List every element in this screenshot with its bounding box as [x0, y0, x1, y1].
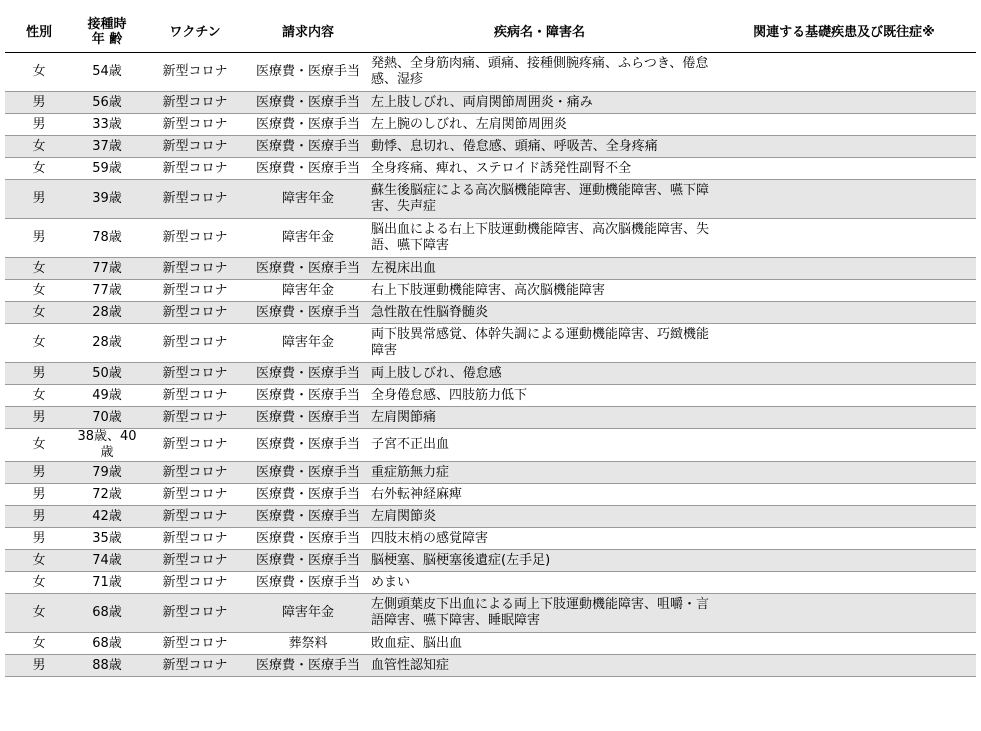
cell-age: 28歳	[73, 324, 141, 363]
cell-claim: 医療費・医療手当	[249, 136, 367, 158]
table-row	[5, 324, 976, 363]
cell-vaccine: 新型コロナ	[141, 324, 249, 363]
cell-claim: 医療費・医療手当	[249, 363, 367, 385]
cell-related	[712, 280, 976, 302]
cell-sex: 男	[5, 462, 73, 484]
cell-vaccine: 新型コロナ	[141, 407, 249, 429]
table-row	[5, 550, 976, 572]
cell-sex: 男	[5, 219, 73, 258]
table-row	[5, 258, 976, 280]
cell-sex: 男	[5, 655, 73, 677]
cell-disease: 発熱、全身筋肉痛、頭痛、接種側腕疼痛、ふらつき、倦怠感、湿疹	[367, 53, 712, 92]
cell-related	[712, 550, 976, 572]
cell-related	[712, 506, 976, 528]
cell-sex: 女	[5, 280, 73, 302]
cell-sex: 女	[5, 550, 73, 572]
cell-disease: 左視床出血	[367, 258, 712, 280]
table-row	[5, 92, 976, 114]
cell-disease: 左側頭葉皮下出血による両上下肢運動機能障害、咀嚼・言語障害、嚥下障害、睡眠障害	[367, 594, 712, 633]
cell-age: 74歳	[73, 550, 141, 572]
table-row	[5, 462, 976, 484]
cell-related	[712, 528, 976, 550]
cell-vaccine: 新型コロナ	[141, 363, 249, 385]
cell-sex: 女	[5, 572, 73, 594]
table-row	[5, 484, 976, 506]
cell-claim: 医療費・医療手当	[249, 385, 367, 407]
cell-sex: 男	[5, 114, 73, 136]
cell-claim: 医療費・医療手当	[249, 572, 367, 594]
cell-claim: 障害年金	[249, 324, 367, 363]
cell-sex: 男	[5, 180, 73, 219]
table-row	[5, 53, 976, 92]
cell-sex: 女	[5, 594, 73, 633]
cell-related	[712, 53, 976, 92]
cell-vaccine: 新型コロナ	[141, 219, 249, 258]
cell-vaccine: 新型コロナ	[141, 550, 249, 572]
table-row	[5, 385, 976, 407]
cell-age: 71歳	[73, 572, 141, 594]
cell-age: 72歳	[73, 484, 141, 506]
cell-age: 77歳	[73, 280, 141, 302]
cell-related	[712, 114, 976, 136]
cell-age: 39歳	[73, 180, 141, 219]
cell-claim: 障害年金	[249, 594, 367, 633]
table-row	[5, 114, 976, 136]
cell-sex: 男	[5, 363, 73, 385]
table-row	[5, 136, 976, 158]
cell-disease: 右上下肢運動機能障害、高次脳機能障害	[367, 280, 712, 302]
cell-vaccine: 新型コロナ	[141, 136, 249, 158]
cell-related	[712, 429, 976, 462]
table-row	[5, 655, 976, 677]
table-row	[5, 302, 976, 324]
cell-disease: 左肩関節痛	[367, 407, 712, 429]
header-age	[73, 12, 141, 53]
cell-vaccine: 新型コロナ	[141, 484, 249, 506]
cell-related	[712, 655, 976, 677]
cell-related	[712, 407, 976, 429]
cell-disease: めまい	[367, 572, 712, 594]
cell-sex: 男	[5, 407, 73, 429]
cell-age: 50歳	[73, 363, 141, 385]
cell-disease: 四肢末梢の感覚障害	[367, 528, 712, 550]
table-row	[5, 429, 976, 462]
claims-table-container	[5, 12, 976, 677]
cell-claim: 医療費・医療手当	[249, 484, 367, 506]
cell-claim: 医療費・医療手当	[249, 258, 367, 280]
cell-claim: 医療費・医療手当	[249, 462, 367, 484]
cell-vaccine: 新型コロナ	[141, 385, 249, 407]
cell-related	[712, 180, 976, 219]
cell-claim: 障害年金	[249, 180, 367, 219]
cell-sex: 女	[5, 136, 73, 158]
cell-claim: 医療費・医療手当	[249, 429, 367, 462]
cell-related	[712, 92, 976, 114]
cell-sex: 女	[5, 324, 73, 363]
cell-sex: 男	[5, 506, 73, 528]
cell-vaccine: 新型コロナ	[141, 280, 249, 302]
header-related: 関連する基礎疾患及び既往症※	[712, 12, 976, 53]
cell-vaccine: 新型コロナ	[141, 655, 249, 677]
cell-sex: 男	[5, 484, 73, 506]
cell-vaccine: 新型コロナ	[141, 302, 249, 324]
table-row	[5, 280, 976, 302]
cell-disease: 脳出血による右上下肢運動機能障害、高次脳機能障害、失語、嚥下障害	[367, 219, 712, 258]
cell-claim: 障害年金	[249, 219, 367, 258]
cell-age: 42歳	[73, 506, 141, 528]
table-row	[5, 219, 976, 258]
cell-related	[712, 572, 976, 594]
cell-age: 68歳	[73, 633, 141, 655]
cell-claim: 医療費・医療手当	[249, 655, 367, 677]
cell-sex: 男	[5, 528, 73, 550]
cell-age: 88歳	[73, 655, 141, 677]
cell-disease: 左上腕のしびれ、左肩関節周囲炎	[367, 114, 712, 136]
cell-disease: 全身疼痛、痺れ、ステロイド誘発性副腎不全	[367, 158, 712, 180]
cell-age: 38歳、40歳	[73, 429, 141, 462]
table-row	[5, 506, 976, 528]
cell-age: 77歳	[73, 258, 141, 280]
cell-related	[712, 484, 976, 506]
cell-disease: 両上肢しびれ、倦怠感	[367, 363, 712, 385]
table-row	[5, 594, 976, 633]
cell-age: 49歳	[73, 385, 141, 407]
cell-age: 54歳	[73, 53, 141, 92]
cell-age: 35歳	[73, 528, 141, 550]
cell-sex: 女	[5, 158, 73, 180]
cell-claim: 医療費・医療手当	[249, 114, 367, 136]
cell-claim: 医療費・医療手当	[249, 550, 367, 572]
header-disease: 疾病名・障害名	[367, 12, 712, 53]
cell-disease: 脳梗塞、脳梗塞後遺症(左手足)	[367, 550, 712, 572]
cell-sex: 女	[5, 302, 73, 324]
cell-claim: 医療費・医療手当	[249, 158, 367, 180]
cell-age: 56歳	[73, 92, 141, 114]
cell-related	[712, 258, 976, 280]
cell-vaccine: 新型コロナ	[141, 506, 249, 528]
cell-age: 28歳	[73, 302, 141, 324]
header-sex: 性別	[5, 12, 73, 53]
cell-disease: 右外転神経麻痺	[367, 484, 712, 506]
claims-table	[5, 12, 976, 677]
table-header-row	[5, 12, 976, 53]
cell-sex: 女	[5, 633, 73, 655]
cell-disease: 重症筋無力症	[367, 462, 712, 484]
header-age-line1: 接種時	[87, 17, 127, 32]
cell-claim: 医療費・医療手当	[249, 92, 367, 114]
cell-disease: 全身倦怠感、四肢筋力低下	[367, 385, 712, 407]
cell-related	[712, 594, 976, 633]
cell-disease: 急性散在性脳脊髄炎	[367, 302, 712, 324]
cell-age: 33歳	[73, 114, 141, 136]
cell-claim: 葬祭料	[249, 633, 367, 655]
cell-vaccine: 新型コロナ	[141, 53, 249, 92]
table-row	[5, 633, 976, 655]
cell-claim: 医療費・医療手当	[249, 506, 367, 528]
cell-related	[712, 302, 976, 324]
cell-related	[712, 363, 976, 385]
cell-disease: 子宮不正出血	[367, 429, 712, 462]
cell-related	[712, 462, 976, 484]
cell-vaccine: 新型コロナ	[141, 92, 249, 114]
cell-related	[712, 158, 976, 180]
cell-sex: 女	[5, 429, 73, 462]
cell-related	[712, 385, 976, 407]
cell-sex: 女	[5, 385, 73, 407]
cell-vaccine: 新型コロナ	[141, 462, 249, 484]
header-vaccine: ワクチン	[141, 12, 249, 53]
cell-vaccine: 新型コロナ	[141, 594, 249, 633]
table-row	[5, 528, 976, 550]
cell-related	[712, 633, 976, 655]
cell-age: 78歳	[73, 219, 141, 258]
cell-claim: 医療費・医療手当	[249, 53, 367, 92]
table-row	[5, 363, 976, 385]
cell-disease: 両下肢異常感覚、体幹失調による運動機能障害、巧緻機能障害	[367, 324, 712, 363]
cell-disease: 動悸、息切れ、倦怠感、頭痛、呼吸苦、全身疼痛	[367, 136, 712, 158]
cell-age: 59歳	[73, 158, 141, 180]
header-age-line2: 年 齢	[91, 32, 123, 47]
cell-vaccine: 新型コロナ	[141, 572, 249, 594]
table-row	[5, 158, 976, 180]
cell-vaccine: 新型コロナ	[141, 258, 249, 280]
cell-sex: 男	[5, 92, 73, 114]
table-row	[5, 180, 976, 219]
cell-vaccine: 新型コロナ	[141, 633, 249, 655]
cell-vaccine: 新型コロナ	[141, 429, 249, 462]
cell-vaccine: 新型コロナ	[141, 158, 249, 180]
cell-vaccine: 新型コロナ	[141, 180, 249, 219]
cell-related	[712, 136, 976, 158]
cell-claim: 医療費・医療手当	[249, 407, 367, 429]
cell-claim: 医療費・医療手当	[249, 528, 367, 550]
cell-disease: 左肩関節炎	[367, 506, 712, 528]
cell-disease: 左上肢しびれ、両肩関節周囲炎・痛み	[367, 92, 712, 114]
table-row	[5, 407, 976, 429]
cell-disease: 蘇生後脳症による高次脳機能障害、運動機能障害、嚥下障害、失声症	[367, 180, 712, 219]
cell-sex: 女	[5, 53, 73, 92]
cell-claim: 医療費・医療手当	[249, 302, 367, 324]
cell-age: 37歳	[73, 136, 141, 158]
cell-sex: 女	[5, 258, 73, 280]
cell-age: 70歳	[73, 407, 141, 429]
table-row	[5, 572, 976, 594]
table-body	[5, 53, 976, 677]
cell-age: 68歳	[73, 594, 141, 633]
cell-disease: 血管性認知症	[367, 655, 712, 677]
header-claim: 請求内容	[249, 12, 367, 53]
cell-vaccine: 新型コロナ	[141, 528, 249, 550]
cell-related	[712, 219, 976, 258]
cell-disease: 敗血症、脳出血	[367, 633, 712, 655]
cell-age: 79歳	[73, 462, 141, 484]
cell-claim: 障害年金	[249, 280, 367, 302]
cell-vaccine: 新型コロナ	[141, 114, 249, 136]
cell-related	[712, 324, 976, 363]
